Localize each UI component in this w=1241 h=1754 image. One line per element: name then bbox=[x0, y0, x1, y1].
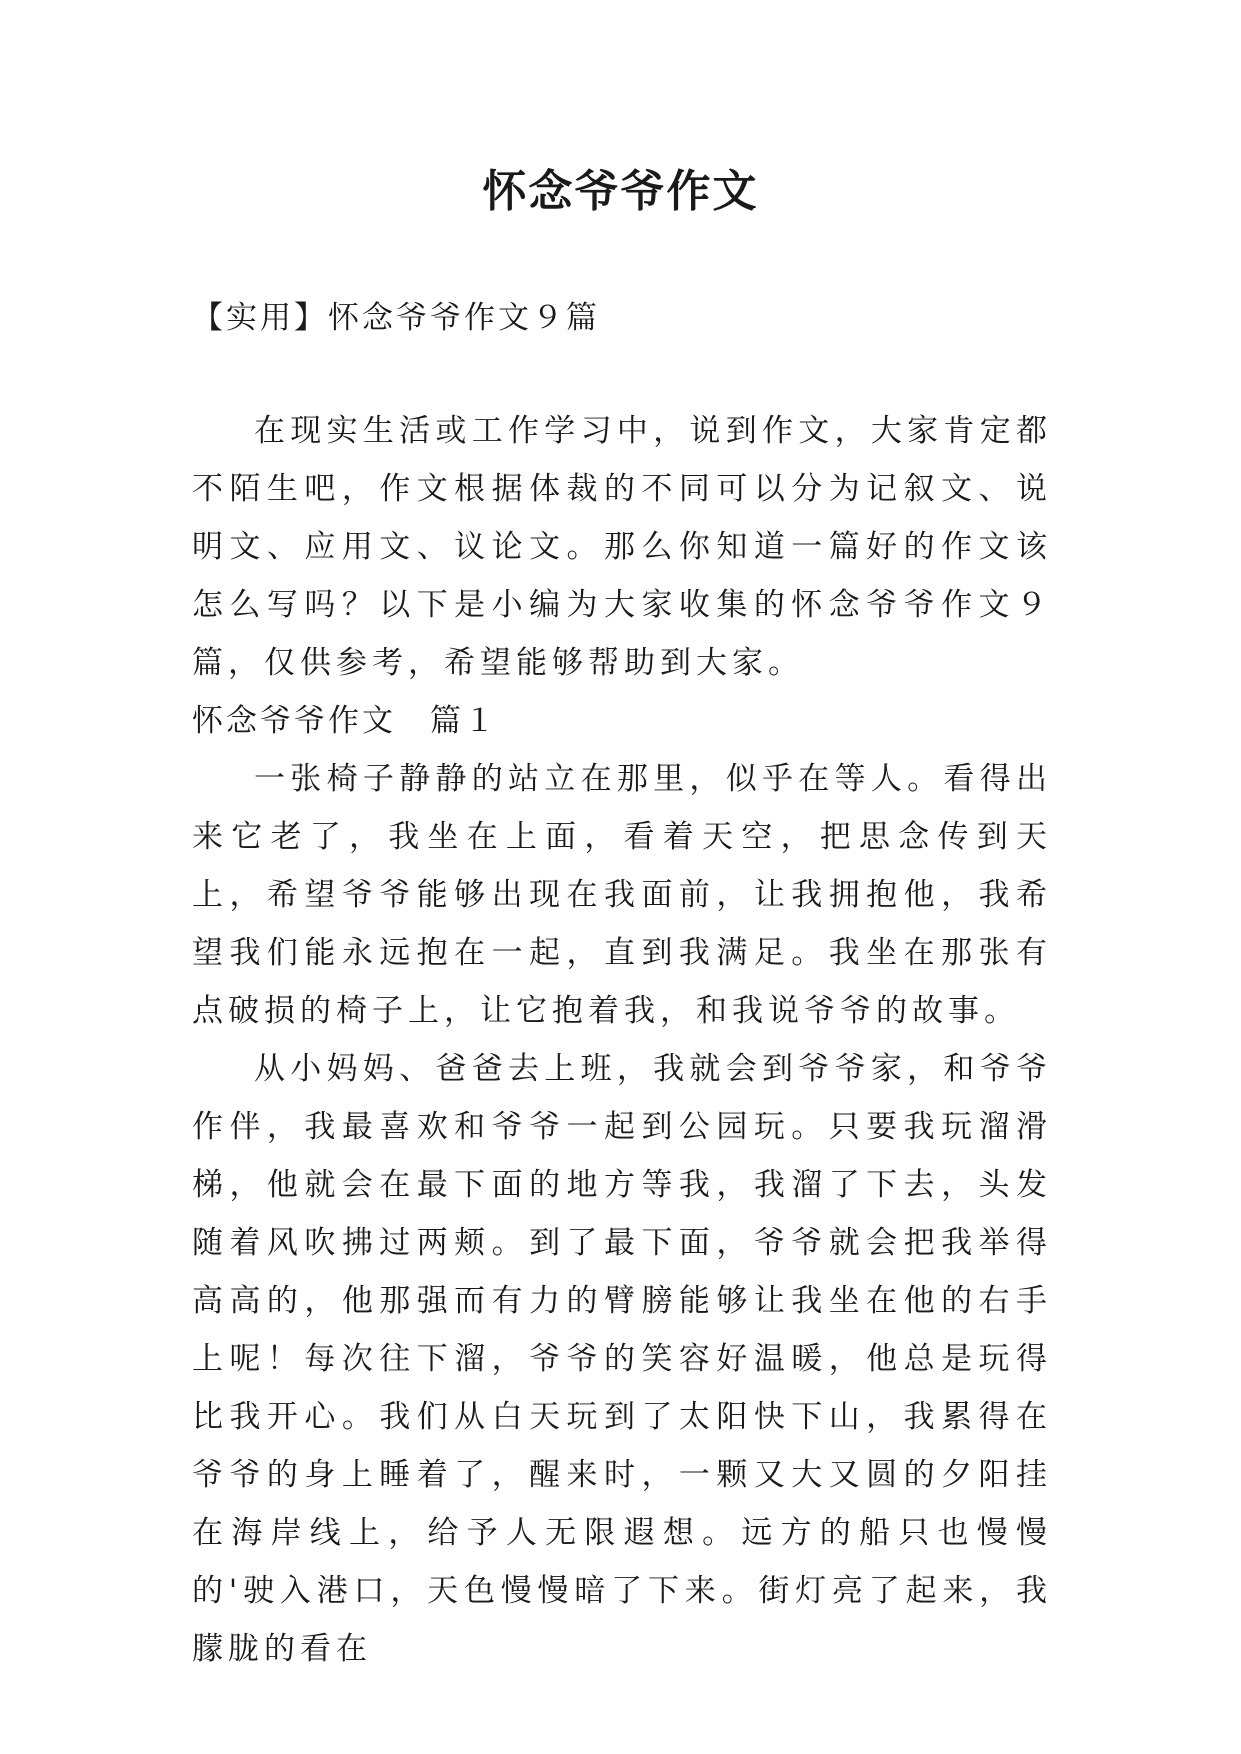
section-heading: 怀念爷爷作文 篇１ bbox=[192, 703, 498, 739]
document-body bbox=[192, 402, 1052, 1678]
body-paragraph: 从小妈妈、爸爸去上班，我就会到爷爷家，和爷爷作伴，我最喜欢和爷爷一起到公园玩。只要我玩溜滑梯，他就会在最下面的地方等我，我溜了下去，头发随着风吹拂过两颊。到了最下面，爷爷就会把我举得高高的，他那强而有力的臂膀能够让我坐在他的右手上呢！每次往下溜，爷爷的笑容好温暖，他总是玩得比我开心。我们从白天玩到了太阳快下山，我累得在爷爷的身上睡着了，醒来时，一颗又大又圆的夕阳挂在海岸线上，给予人无限遐想。远方的船只也慢慢的'驶入港口，天色慢慢暗了下来。街灯亮了起来，我朦胧的看在 bbox=[192, 1051, 1052, 1667]
body-paragraph: 一张椅子静静的站立在那里，似乎在等人。看得出来它老了，我坐在上面，看着天空，把思念传到天上，希望爷爷能够出现在我面前，让我拥抱他，我希望我们能永远抱在一起，直到我满足。我坐在那张有点破损的椅子上，让它抱着我，和我说爷爷的故事。 bbox=[192, 761, 1052, 1029]
document-subtitle: 【实用】怀念爷爷作文９篇 bbox=[192, 300, 600, 336]
document-title: 怀念爷爷作文 bbox=[482, 166, 759, 217]
intro-paragraph: 在现实生活或工作学习中，说到作文，大家肯定都不陌生吧，作文根据体裁的不同可以分为记叙文、说明文、应用文、议论文。那么你知道一篇好的作文该怎么写吗？以下是小编为大家收集的怀念爷爷作文９篇，仅供参考，希望能够帮助到大家。 bbox=[192, 413, 1052, 681]
